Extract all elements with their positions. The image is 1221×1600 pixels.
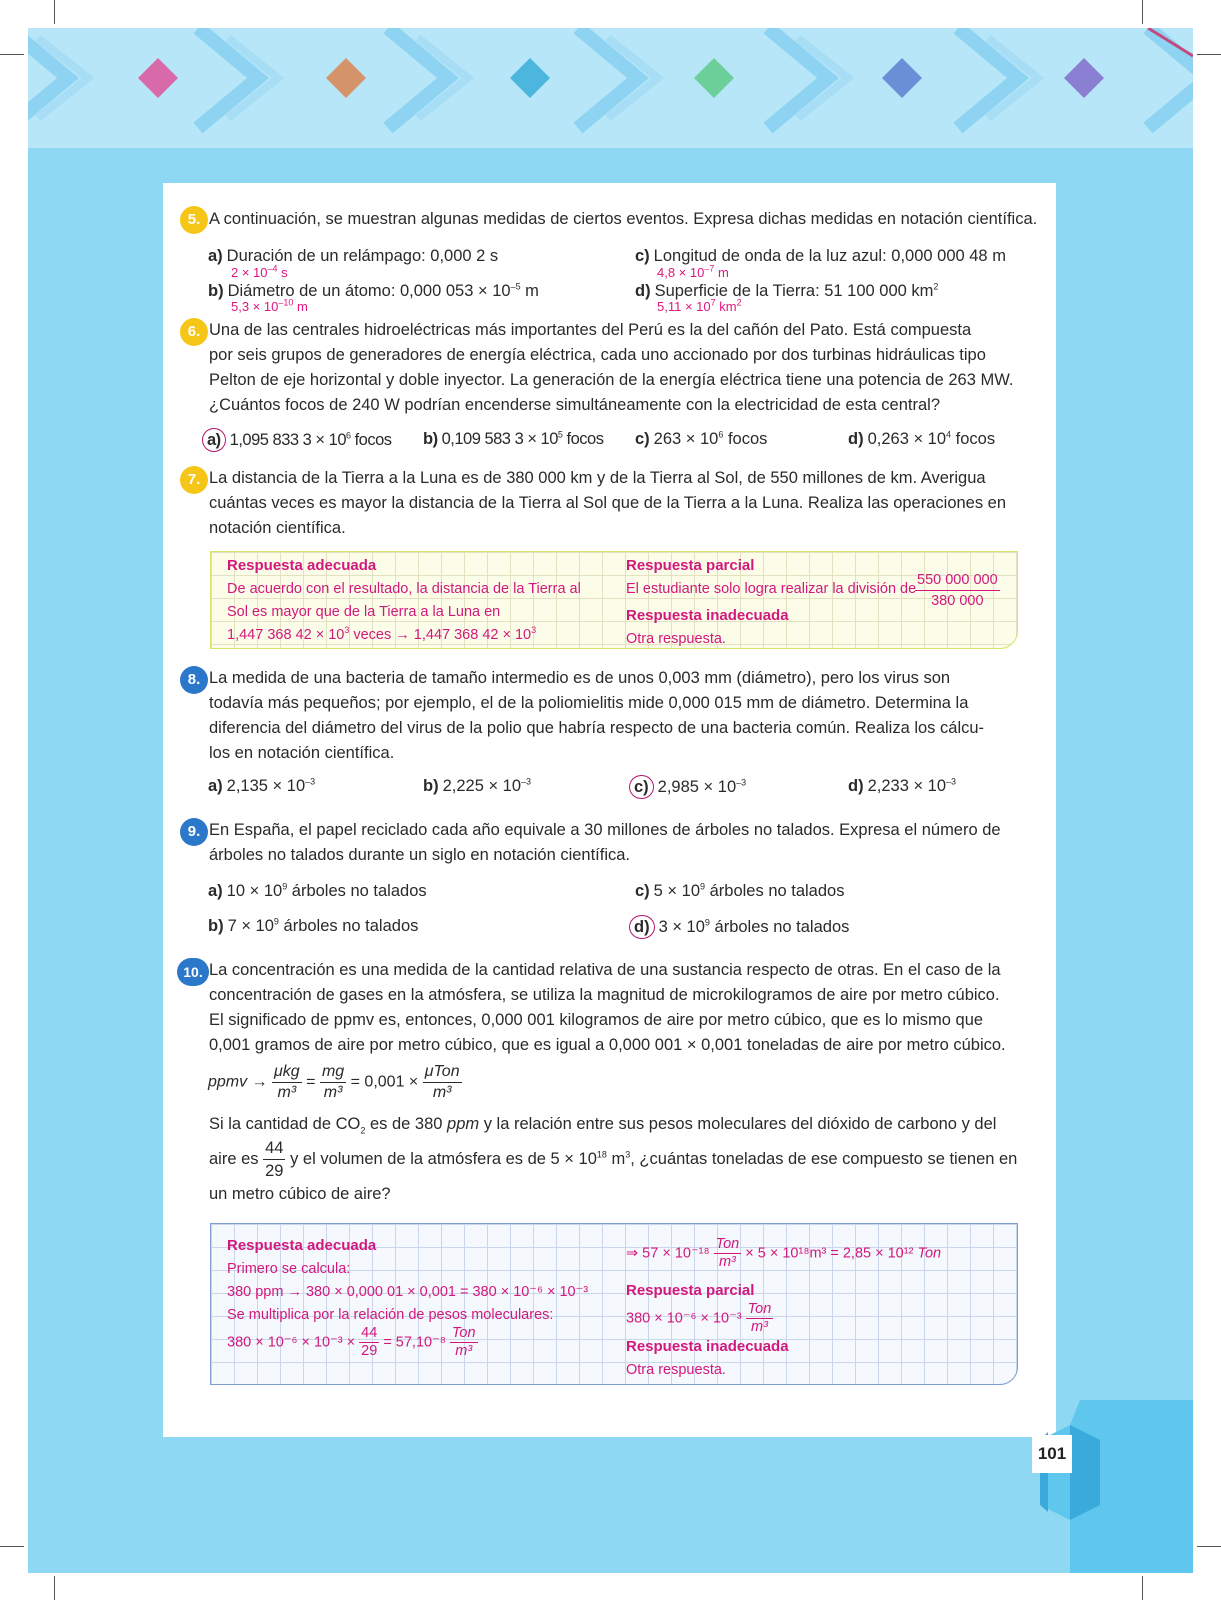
q6-option-b[interactable]: b) 0,109 583 $3 \times 10^5$ focos (423, 429, 604, 448)
q7-adequate-title: Respuesta adecuada (227, 557, 377, 574)
q9-option-c[interactable]: c) $5 \times 10^9$ árboles no talados (635, 881, 845, 900)
q7-rubric-box (210, 551, 1018, 649)
q10-inadequate-title: Respuesta inadecuada (626, 1338, 789, 1355)
decorative-banner (28, 28, 1193, 148)
crop-mark (1197, 1546, 1221, 1547)
q9-option-a[interactable]: a) $10 \times 10^9$ árboles no talados (208, 881, 427, 900)
chevron-pattern-icon (28, 28, 1193, 148)
crop-mark (1197, 54, 1221, 55)
question-number-8: 8. (180, 666, 208, 694)
q7-inadequate-title: Respuesta inadecuada (626, 607, 789, 624)
q5-answer-c: $4,8 \times 10^{-7}$ m (657, 263, 729, 280)
question-7-text: La distancia de la Tierra a la Luna es de 380 000 km y de la Tierra al Sol, de 550 millones de km. Averigua cuántas veces es mayor la distancia de la Tierra al Sol que de la Tierra a la Luna. Realiza las operaciones en notación científica. (209, 469, 1007, 537)
question-9-text: En España, el papel reciclado cada año equivale a 30 millones de árboles no talados. Expresa el número de árboles no talados durante un siglo en notación científica. (209, 821, 1001, 864)
q9-option-b[interactable]: b) $7 \times 10^9$ árboles no talados (208, 916, 419, 935)
q7-partial-text: El estudiante solo logra realizar la división de (626, 581, 917, 597)
q5-item-c: c) Longitud de onda de la luz azul: 0,000 000 48 m (635, 247, 1006, 265)
q5-answer-a: $2 \times 10^{-4}$ s (231, 263, 288, 280)
q8-option-c[interactable]: c) $2,985 \times 10^{-3}$ (635, 775, 746, 799)
question-number-6: 6. (180, 318, 208, 346)
q7-adequate-line2: Sol es mayor que de la Tierra a la Luna en (227, 604, 501, 620)
question-6-text: Una de las centrales hidroeléctricas más importantes del Perú es la del cañón del Pato. Está compuesta por seis grupos de generadores de energía eléctrica, cada uno accionado por dos turbinas hidráulicas tipo Pelton de eje horizontal y doble inyector. La generación de la energía eléctrica tiene una potencia de 263 MW. ¿Cuántos focos de 240 W podrían encenderse simultáneamente con la electricidad de esta central? (209, 321, 1014, 414)
q7-inadequate-text: Otra respuesta. (626, 631, 726, 647)
q8-option-a[interactable]: a) $2,135 \times 10^{-3}$ (208, 776, 316, 795)
q7-partial-fraction: $\frac{550 000 000}{380 000}$ (917, 572, 998, 609)
question-number-5: 5. (180, 206, 208, 234)
q10-adequate-title: Respuesta adecuada (227, 1237, 377, 1254)
q10-partial-text: 380 × 10⁻⁶ × 10⁻³ $\frac{\text{Ton}}{\text{m³}}$ (626, 1301, 772, 1335)
q6-option-a[interactable]: a) 1,095 833 $3 \times 10^6$ focos (208, 428, 392, 452)
q10-adequate-line4: 380 × 10⁻⁶ × 10⁻³ × $\frac{44}{29}$ = 57,10⁻⁸ $\frac{\text{Ton}}{\text{m³}}$ (227, 1325, 476, 1359)
question-8-text: La medida de una bacteria de tamaño intermedio es de unos 0,003 mm (diámetro), pero los virus son todavía más pequeños; por ejemplo, el de la poliomielitis mide 0,000 015 mm de diámetro. Determina la diferencia del diámetro del virus de la polio que habría respecto de una bacteria común. Realiza los cálcu- los en notación científica. (209, 669, 985, 762)
q10-adequate-result: ⇒ 57 × 10⁻¹⁸ $\frac{\text{Ton}}{\text{m³}}$ × 5 × 10¹⁸m³ = 2,85 × 10¹² Ton (626, 1236, 942, 1270)
question-number-10: 10. (177, 958, 209, 986)
crop-mark (0, 1546, 24, 1547)
question-number-9: 9. (180, 818, 208, 846)
q10-adequate-line2: 380 ppm → 380 × 0,000 01 × 0,001 = 380 × 10⁻⁶ × 10⁻³ (227, 1284, 589, 1300)
q10-line5: Si la cantidad de $CO_2$ es de 380 ppm y la relación entre sus pesos moleculares del dióxido de carbono y del (209, 1115, 997, 1136)
q7-adequate-line3: 1,447 368 $42 \times 10^3$ veces → 1,447 368 $42 \times 10^3$ (227, 625, 537, 643)
q6-option-d[interactable]: d) $0,263 \times 10^4$ focos (848, 429, 996, 448)
q10-formula: ppmv → $\frac{\text{μkg}}{\text{m³}}$ = $\frac{mg}{\text{m³}}$ = 0,001 × $\frac{\text{μTon}}{\text{m³}}$ (208, 1063, 460, 1101)
question-5-text: A continuación, se muestran algunas medidas de ciertos eventos. Expresa dichas medidas en notación científica. (209, 210, 1038, 228)
page-tab-shape (1040, 1400, 1193, 1573)
question-number-7: 7. (180, 466, 208, 494)
q8-option-d[interactable]: d) $2,233 \times 10^{-3}$ (848, 776, 957, 795)
question-10-text: La concentración es una medida de la cantidad relativa de una sustancia respecto de otras. En el caso de la concentración de gases en la atmósfera, se utiliza la magnitud de microkilogramos de aire por metro cúbico. El significado de ppmv es, entonces, 0,000 001 kilogramos de aire por metro cúbico, que es lo mismo que 0,001 gramos de aire por metro cúbico, que es igual a 0,000 001 × 0,001 toneladas de aire por metro cúbico. (209, 961, 1006, 1054)
q5-answer-b: $5,3 \times 10^{-10}$ m (231, 297, 308, 314)
q5-item-a: a) Duración de un relámpago: 0,000 2 s (208, 247, 499, 265)
q10-partial-title: Respuesta parcial (626, 1282, 755, 1299)
crop-mark (0, 54, 24, 55)
crop-mark (1142, 0, 1143, 24)
page-number: 101 (1032, 1435, 1072, 1473)
crop-mark (54, 0, 55, 24)
q7-partial-title: Respuesta parcial (626, 557, 755, 574)
q9-option-d[interactable]: d) $3 \times 10^9$ árboles no talados (635, 915, 849, 939)
q6-option-c[interactable]: c) $263 \times 10^6$ focos (635, 429, 768, 448)
q5-item-b: b) Diámetro de un átomo: 0,000 $053 \times 10^{-5}$ m (208, 281, 539, 300)
q10-rubric-box (210, 1223, 1018, 1385)
q5-item-d: d) Superficie de la Tierra: 51 100 000 $km^2$ (635, 281, 939, 300)
q10-line6: aire es $\frac{44}{29}$ y el volumen de la atmósfera es de $5 \times 10^{18}$ $m^3$, ¿cuántas toneladas de ese compuesto se tienen en (209, 1139, 1018, 1180)
q10-adequate-line3: Se multiplica por la relación de pesos moleculares: (227, 1307, 554, 1323)
crop-mark (54, 1576, 55, 1600)
q5-answer-d: $5,11 \times 10^7$ $km^2$ (657, 297, 742, 314)
q10-adequate-line1: Primero se calcula: (227, 1261, 351, 1277)
q10-line7: un metro cúbico de aire? (209, 1185, 391, 1203)
crop-mark (1142, 1576, 1143, 1600)
q8-option-b[interactable]: b) $2,225 \times 10^{-3}$ (423, 776, 532, 795)
q10-inadequate-text: Otra respuesta. (626, 1362, 726, 1378)
q7-adequate-line1: De acuerdo con el resultado, la distancia de la Tierra al (227, 581, 581, 597)
